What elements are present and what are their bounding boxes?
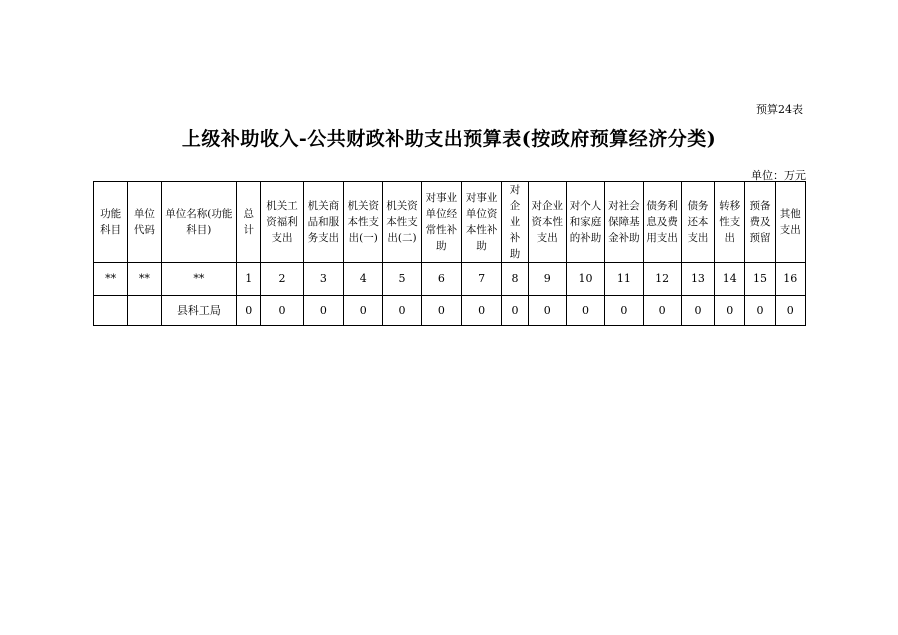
header-row: [94, 182, 806, 263]
table-cell: 0: [237, 296, 261, 326]
column-header: [745, 182, 775, 263]
index-cell: 14: [715, 263, 745, 296]
index-cell: **: [161, 263, 237, 296]
column-header-label: 单位代码: [133, 208, 155, 236]
column-header: [528, 182, 566, 263]
column-header-label: 机关商品和服务支出: [307, 200, 340, 244]
column-header: [161, 182, 237, 263]
column-header: [643, 182, 681, 263]
column-header-label: 总计: [243, 208, 255, 236]
column-header-label: 机关资本性支出(一): [347, 200, 379, 244]
index-cell: 6: [421, 263, 461, 296]
index-cell: 4: [344, 263, 383, 296]
column-header: [681, 182, 714, 263]
table-cell: 0: [462, 296, 502, 326]
column-header: [605, 182, 643, 263]
table-cell: 0: [502, 296, 528, 326]
index-cell: 12: [643, 263, 681, 296]
column-header-label: 对事业单位经常性补助: [425, 192, 458, 252]
column-header-label: 机关资本性支出(二): [386, 200, 418, 244]
table-cell: 0: [605, 296, 643, 326]
column-header-label: 债务还本支出: [687, 200, 709, 244]
index-cell: 5: [383, 263, 421, 296]
index-cell: 9: [528, 263, 566, 296]
table-cell: 县科工局: [161, 296, 237, 326]
unit-label: 单位：万元: [751, 169, 806, 182]
column-header-label: 其他支出: [779, 208, 801, 236]
column-header: [421, 182, 461, 263]
page-title: 上级补助收入-公共财政补助支出预算表(按政府预算经济分类): [181, 128, 717, 150]
table-cell: 0: [745, 296, 775, 326]
column-header: [303, 182, 343, 263]
index-cell: 1: [237, 263, 261, 296]
budget-table: [93, 181, 806, 326]
table-cell: [94, 296, 128, 326]
column-header-label: 对企业资本性支出: [531, 200, 563, 244]
table-cell: 0: [566, 296, 604, 326]
index-cell: 7: [462, 263, 502, 296]
table-cell: 0: [643, 296, 681, 326]
table-cell: 0: [421, 296, 461, 326]
index-cell: **: [94, 263, 128, 296]
index-cell: 11: [605, 263, 643, 296]
column-header: [261, 182, 303, 263]
table-cell: 0: [303, 296, 343, 326]
column-header: [344, 182, 383, 263]
column-header: [94, 182, 128, 263]
index-cell: 10: [566, 263, 604, 296]
column-header-label: 对事业单位资本性补助: [465, 192, 498, 252]
column-header-label: 机关工资福利支出: [266, 200, 298, 244]
column-header: [462, 182, 502, 263]
table-cell: 0: [775, 296, 805, 326]
index-cell: 13: [681, 263, 714, 296]
index-cell: **: [128, 263, 161, 296]
index-cell: 8: [502, 263, 528, 296]
column-header-label: 对个人和家庭的补助: [569, 200, 602, 244]
table-row: [94, 296, 806, 326]
column-header-label: 预备费及预留: [749, 200, 771, 244]
column-header: [715, 182, 745, 263]
column-header-label: 债务利息及费用支出: [646, 200, 678, 244]
index-cell: 2: [261, 263, 303, 296]
table-cell: [128, 296, 161, 326]
column-header-label: 对企业补助: [509, 184, 521, 260]
column-header: [237, 182, 261, 263]
column-header: [383, 182, 421, 263]
column-header: [502, 182, 528, 263]
table-cell: 0: [528, 296, 566, 326]
table-cell: 0: [715, 296, 745, 326]
table-cell: 0: [344, 296, 383, 326]
column-header-label: 对社会保障基金补助: [608, 200, 640, 244]
column-header-label: 转移性支出: [719, 200, 741, 244]
table-cell: 0: [261, 296, 303, 326]
column-header: [775, 182, 805, 263]
column-header: [128, 182, 161, 263]
index-cell: 15: [745, 263, 775, 296]
table-cell: 0: [383, 296, 421, 326]
column-header-label: 单位名称(功能科目): [165, 208, 233, 236]
index-row: [94, 263, 806, 296]
column-header-label: 功能科目: [100, 208, 122, 236]
form-number: 预算24表: [756, 103, 803, 116]
table-cell: 0: [681, 296, 714, 326]
index-cell: 16: [775, 263, 805, 296]
column-header: [566, 182, 604, 263]
index-cell: 3: [303, 263, 343, 296]
